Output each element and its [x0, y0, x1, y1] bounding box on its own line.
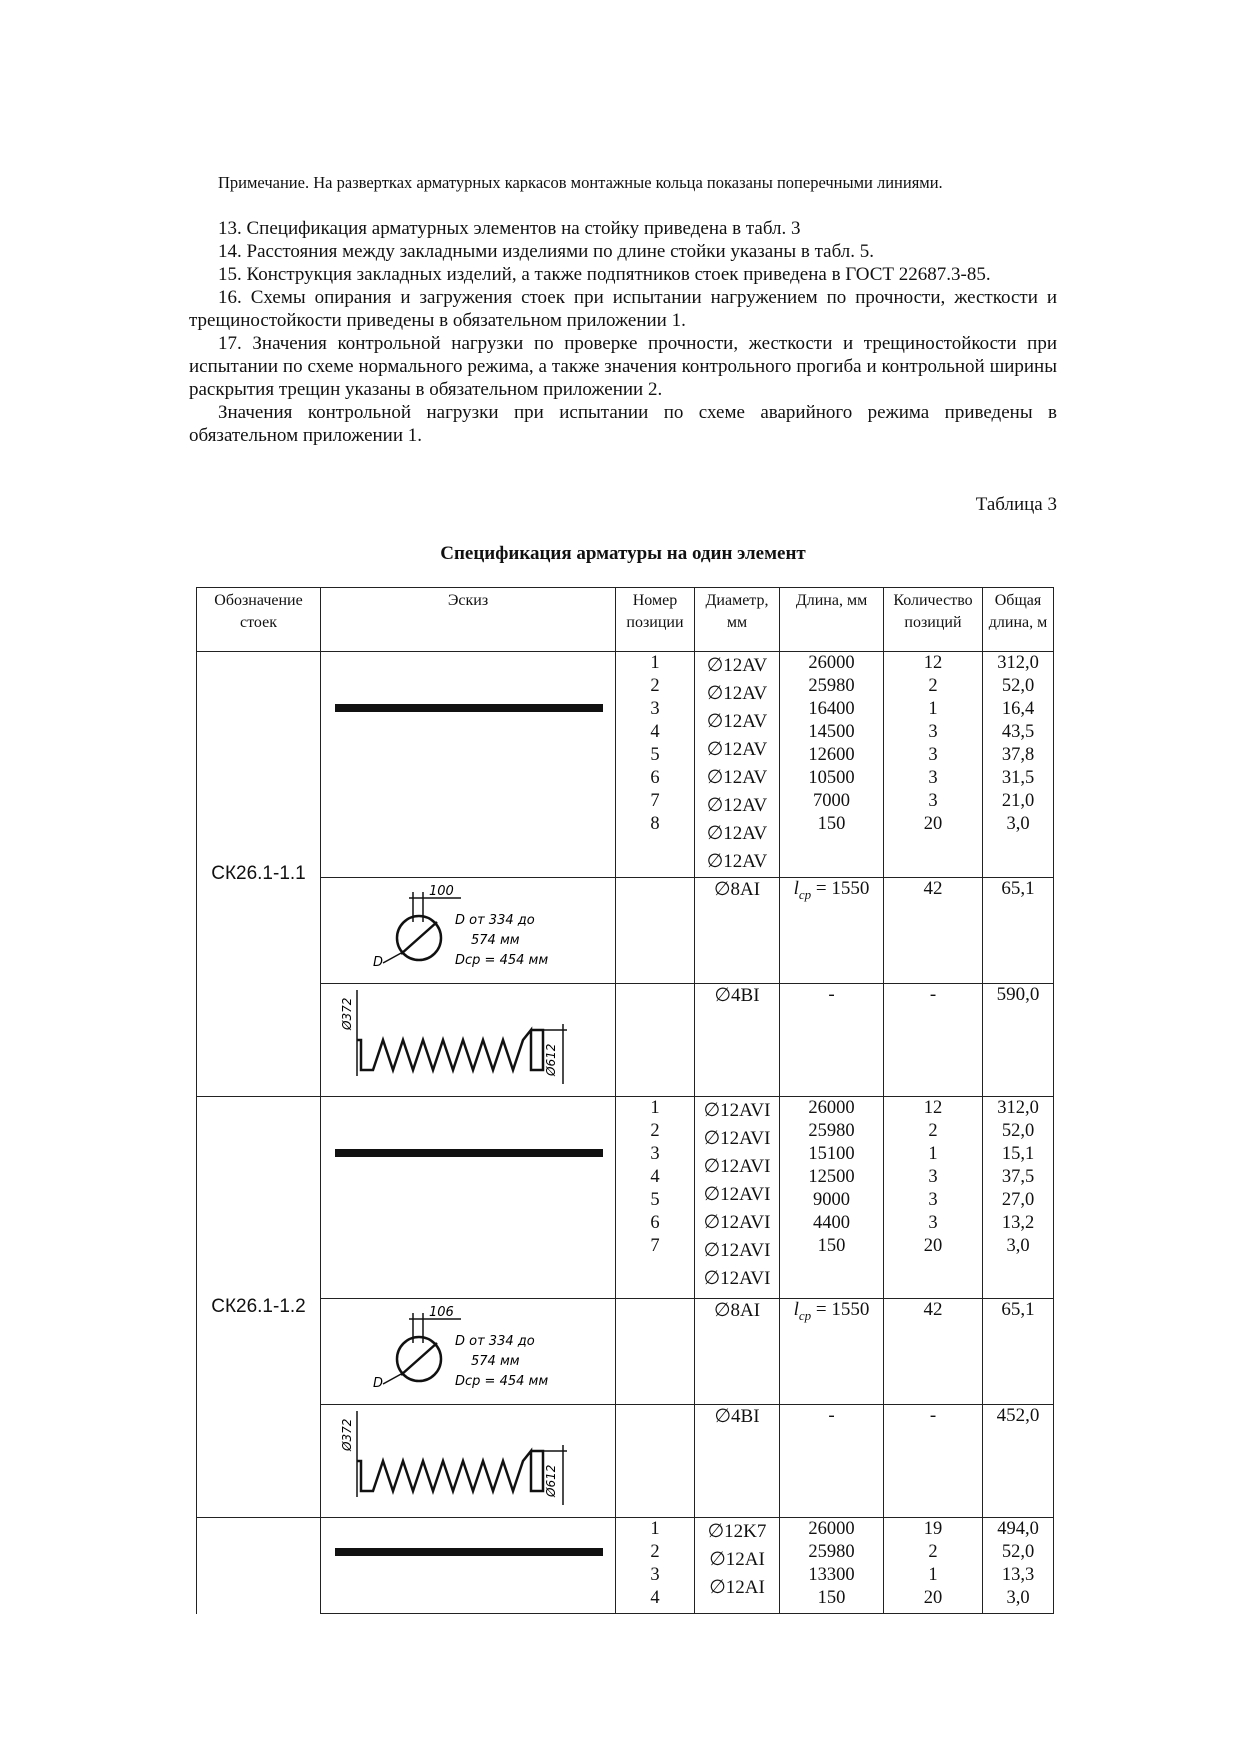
d-label: D	[373, 1376, 384, 1391]
positions-cell: 1 2 3 4 5 6 7 8	[616, 652, 695, 878]
rod-drawing	[335, 1149, 603, 1157]
specification-table	[196, 587, 1054, 1614]
positions-cell: 1 2 3 4	[616, 1518, 695, 1614]
d-range-label: D от 334 до	[455, 913, 535, 928]
position-empty	[616, 984, 695, 1097]
d-range-label: 574 мм	[471, 1354, 520, 1369]
length-cell: -	[780, 984, 884, 1097]
ring-sketch	[321, 878, 615, 978]
position-empty	[616, 878, 695, 984]
header-designation: Обозначение стоек	[197, 588, 321, 652]
designation-cell: СК26.1-1.2	[197, 1097, 321, 1518]
lengths-cell: 26000 25980 15100 12500 9000 4400 150	[780, 1097, 884, 1299]
counts-cell: 12 2 1 3 3 3 3 20	[884, 652, 983, 878]
paragraph: Значения контрольной нагрузки при испытании по схеме аварийного режима приведены в обязательном приложении 1.	[189, 402, 1057, 446]
diameters-cell: ∅12AVI ∅12AVI ∅12AVI ∅12AVI ∅12AVI ∅12AVI ∅12AVI	[695, 1097, 780, 1299]
table-row	[197, 1097, 1054, 1299]
table-row	[197, 1518, 1054, 1614]
positions-cell: 1 2 3 4 5 6 7	[616, 1097, 695, 1299]
totals-cell: 312,0 52,0 15,1 37,5 27,0 13,2 3,0	[983, 1097, 1054, 1299]
spiral-sketch	[321, 984, 615, 1091]
table-row	[197, 1405, 1054, 1518]
counts-cell: 19 2 1 20	[884, 1518, 983, 1614]
header-position: Номер позиции	[616, 588, 695, 652]
paragraph: 16. Схемы опирания и загружения стоек при испытании нагружением по прочности, жесткости и трещиностойкости приведены в обязательном приложении 1.	[189, 287, 1057, 331]
dim-label: Ø372	[340, 997, 354, 1030]
diameters-cell: ∅12AV ∅12AV ∅12AV ∅12AV ∅12AV ∅12AV ∅12AV ∅12AV	[695, 652, 780, 878]
sketch-spiral	[321, 1405, 616, 1518]
designation-cell: СК26.1-1.1	[197, 652, 321, 1097]
lengths-cell: 26000 25980 16400 14500 12600 10500 7000 150	[780, 652, 884, 878]
lengths-cell: 26000 25980 13300 150	[780, 1518, 884, 1614]
sketch-rod	[321, 1097, 616, 1299]
total-cell: 65,1	[983, 878, 1054, 984]
sketch-ring	[321, 1299, 616, 1405]
d-range-label: D от 334 до	[455, 1334, 535, 1349]
dim-label: Ø372	[340, 1418, 354, 1451]
header-length: Длина, мм	[780, 588, 884, 652]
d-label: D	[373, 955, 384, 970]
dim-label: 106	[429, 1305, 454, 1320]
sketch-rod	[321, 1518, 616, 1614]
count-cell: 42	[884, 1299, 983, 1405]
sketch-ring	[321, 878, 616, 984]
counts-cell: 12 2 1 3 3 3 20	[884, 1097, 983, 1299]
count-cell: -	[884, 984, 983, 1097]
paragraphs	[189, 217, 1057, 447]
total-cell: 65,1	[983, 1299, 1054, 1405]
totals-cell: 312,0 52,0 16,4 43,5 37,8 31,5 21,0 3,0	[983, 652, 1054, 878]
ring-sketch	[321, 1299, 615, 1399]
table-number: Таблица 3	[975, 494, 1057, 515]
sketch-spiral	[321, 984, 616, 1097]
position-empty	[616, 1405, 695, 1518]
table-row	[197, 984, 1054, 1097]
paragraph: 17. Значения контрольной нагрузки по проверке прочности, жесткости и трещиностойкости при испытании по схеме нормального режима, а также значения контрольного прогиба и контрольной ширины раскрытия трещин указаны в обязательном приложении 2.	[189, 333, 1057, 400]
d-range-label: 574 мм	[471, 933, 520, 948]
length-cell: $l_{cp} = 1550$	[780, 878, 884, 984]
table-title: Спецификация арматуры на один элемент	[440, 543, 806, 564]
diameter-cell: ∅4BI	[695, 1405, 780, 1518]
position-empty	[616, 1299, 695, 1405]
diameter-cell: ∅8AI	[695, 1299, 780, 1405]
count-cell: -	[884, 1405, 983, 1518]
diameter-cell: ∅4BI	[695, 984, 780, 1097]
count-cell: 42	[884, 878, 983, 984]
header-count: Количество позиций	[884, 588, 983, 652]
table-header-row	[197, 588, 1054, 652]
table-row	[197, 652, 1054, 878]
paragraph: 15. Конструкция закладных изделий, а также подпятников стоек приведена в ГОСТ 22687.3-85.	[218, 264, 991, 285]
length-cell: $l_{cp} = 1550$	[780, 1299, 884, 1405]
designation-cell	[197, 1518, 321, 1614]
diameters-cell: ∅12K7 ∅12AI ∅12AI	[695, 1518, 780, 1614]
sketch-rod	[321, 652, 616, 878]
table-row	[197, 878, 1054, 984]
total-cell: 452,0	[983, 1405, 1054, 1518]
spiral-sketch	[321, 1405, 615, 1512]
length-cell: -	[780, 1405, 884, 1518]
note-text: Примечание. На развертках арматурных каркасов монтажные кольца показаны поперечными линиями.	[218, 173, 943, 192]
table-row	[197, 1299, 1054, 1405]
dim-label: Ø612	[544, 1464, 558, 1497]
paragraph: 14. Расстояния между закладными изделиями по длине стойки указаны в табл. 5.	[218, 241, 875, 262]
rod-drawing	[335, 704, 603, 712]
rod-drawing	[335, 1548, 603, 1556]
dim-label: 100	[429, 884, 454, 899]
total-cell: 590,0	[983, 984, 1054, 1097]
d-mean-label: Dср = 454 мм	[455, 953, 549, 968]
totals-cell: 494,0 52,0 13,3 3,0	[983, 1518, 1054, 1614]
header-diameter: Диаметр, мм	[695, 588, 780, 652]
header-total: Общая длина, м	[983, 588, 1054, 652]
diameter-cell: ∅8AI	[695, 878, 780, 984]
paragraph: 13. Спецификация арматурных элементов на стойку приведена в табл. 3	[218, 218, 801, 239]
d-mean-label: Dср = 454 мм	[455, 1374, 549, 1389]
header-sketch: Эскиз	[321, 588, 616, 652]
dim-label: Ø612	[544, 1043, 558, 1076]
